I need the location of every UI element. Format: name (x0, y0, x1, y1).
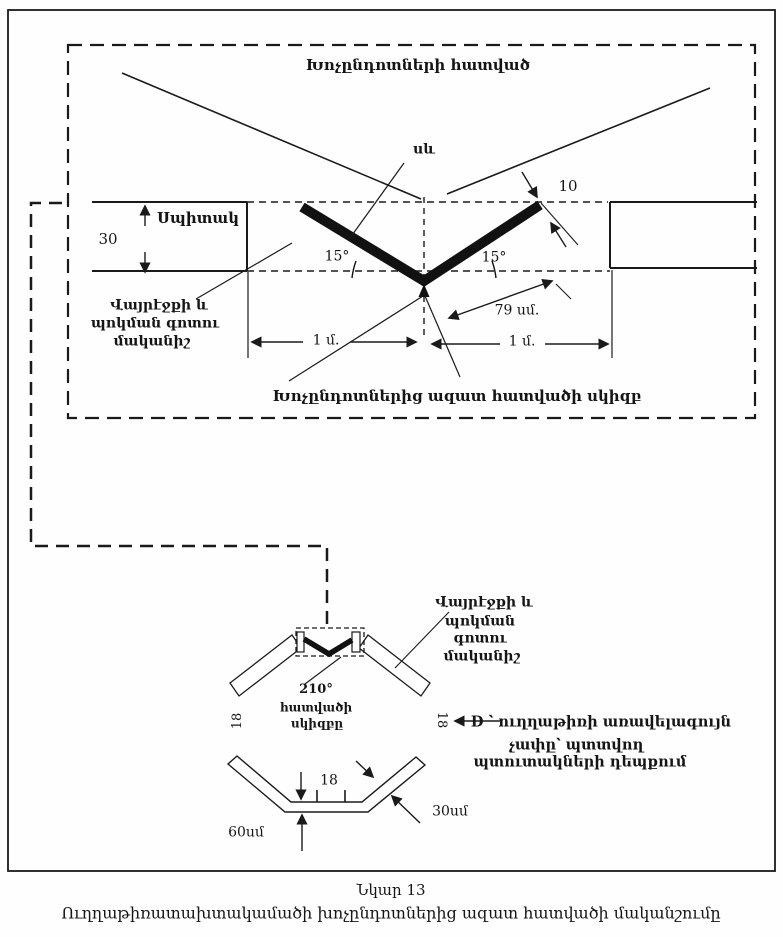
angle-210-sub1-label: հատվածի (279, 700, 353, 715)
d-note-line3: պտուտակների դեպքում (473, 753, 687, 771)
dim-18-bottom-label: 18 (320, 772, 338, 789)
guide-dashed-lines (247, 197, 610, 338)
caption-figure-number: Նկար 13 (356, 881, 426, 900)
white-strip-right (610, 202, 757, 268)
white-color-label: Սպիտակ (156, 209, 240, 228)
d-note-line2: չափը՝ պտտվող (508, 736, 644, 754)
zone-label-upper-line3: մականիշ (113, 333, 191, 350)
dim-30cm-label: 30սմ (432, 803, 468, 820)
connector-dashed-line (31, 203, 327, 630)
angle-15-right-label: 15° (481, 249, 507, 266)
angle-210-label: 210° (299, 682, 333, 698)
angle-210-sub2-label: սկիզբը (290, 716, 344, 731)
dim-10-label: 10 (558, 177, 578, 196)
zone-label-upper-line2: պոկման գոտու (90, 315, 220, 332)
chevron-marking (302, 205, 540, 281)
zone-label-lower-line2: պոկման (444, 613, 516, 630)
dim-1m-left-label: 1 մ. (312, 332, 340, 349)
dim-1m-right-label: 1 մ. (508, 333, 536, 350)
dim-60cm-label: 60սմ (228, 824, 264, 841)
free-section-start-label: Խոչընդոտներից ազատ հատվածի սկիզբ (272, 387, 642, 406)
zone-label-lower-line3: գոտու (453, 630, 507, 647)
angle-15-left-label: 15° (324, 248, 350, 265)
dim-18-right-label: 18 (433, 711, 449, 729)
zone-label-upper-line1: Վայրէջքի և (110, 297, 208, 314)
dim-30-label: 30 (98, 230, 118, 249)
vertex-arrowhead (419, 284, 430, 297)
obstacle-sector-lines (122, 73, 710, 199)
dim-79cm-label: 79 սմ. (494, 302, 540, 319)
clearance-dashed-boundary (68, 45, 755, 418)
outer-frame (8, 10, 775, 871)
obstacle-sector-title: Խոչընդոտների հատված (305, 56, 531, 75)
zone-label-lower-line4: մականիշ (443, 648, 521, 665)
zone-label-lower-line1: Վայրէջքի և (435, 594, 533, 611)
black-color-label: սև (413, 141, 435, 158)
caption-figure-title: Ուղղաթիռատախտակամածի խոչընդոտներից ազատ հատվածի մականշումը (61, 903, 721, 923)
dim-18-left-label: 18 (230, 712, 246, 730)
d-note-line1: D ՝ ուղղաթիռի առավելագույն (470, 713, 732, 731)
